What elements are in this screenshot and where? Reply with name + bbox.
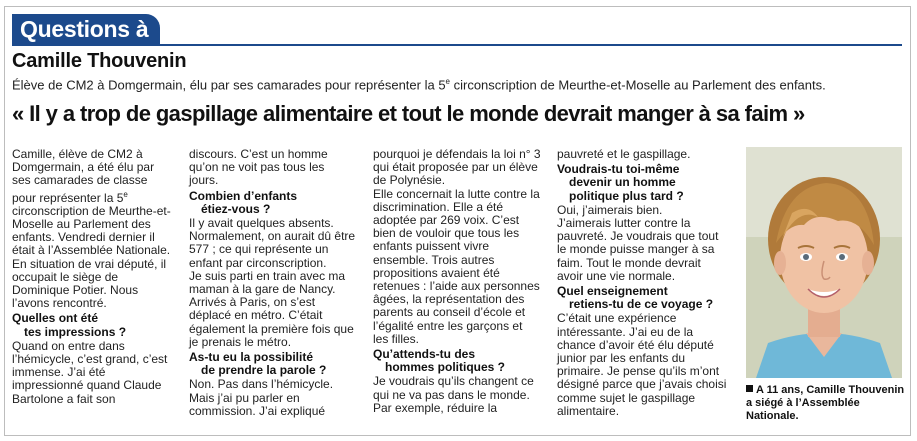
answer-paragraph: J’aimerais lutter contre la pauvreté. Je voudrais que tout le monde puisse manger à sa faim. Tout le monde devrait avoir une vie normale.	[557, 216, 719, 283]
question-heading: Combien d’enfants étiez-vous ?	[189, 188, 298, 216]
photo-caption: A 11 ans, Camille Thouvenin a siégé à l’Assemblée Nationale.	[746, 384, 905, 422]
interviewee-name: Camille Thouvenin	[12, 50, 187, 72]
answer-paragraph: Il y avait quelques absents. Normalement, on aurait dû être 577 ; ce qui représente un enfant par circonscription.	[189, 216, 356, 270]
body-paragraph: En situation de vrai député, il occupait le siège de Dominique Potier. Nous l’avons rencontré.	[12, 256, 167, 311]
question-heading: As-tu eu la possibilité de prendre la parole ?	[189, 350, 327, 378]
answer-paragraph: discours. C’est un homme qu’on ne voit pas tous les jours.	[189, 147, 328, 188]
section-badge: Questions à	[12, 14, 160, 44]
section-rule	[12, 44, 902, 46]
answer-paragraph: Quand on entre dans l’hémicycle, c’est grand, c’est immense. J’ai été impressionné quand Claude Bartolone a fait son	[12, 338, 168, 406]
question-heading: Voudrais-tu toi-même devenir un homme politique plus tard ?	[557, 162, 684, 203]
child-portrait-illustration	[746, 147, 902, 378]
answer-paragraph: pauvreté et le gaspillage.	[557, 147, 691, 161]
caption-bullet	[746, 385, 753, 392]
text-column-1	[12, 148, 172, 406]
text-column-3	[373, 148, 541, 415]
question-heading: Qu’attends-tu des hommes politiques ?	[373, 347, 506, 375]
headline-quote: « Il y a trop de gaspillage alimentaire et tout le monde devrait manger à sa faim »	[12, 101, 805, 126]
intro-line: Élève de CM2 à Domgermain, élu par ses camarades pour représenter la 5e circonscription de Meurthe-et-Moselle au Parlement des enfants.	[12, 77, 826, 93]
text-column-2	[189, 148, 357, 418]
intro-paragraph: Camille, élève de CM2 à Domgermain, a été élu par ses camarades de classe pour représenter la 5e circonscription de Meurthe-et-Moselle au Parlement des enfants. Vendredi dernier il était à l’Assemblée Nationale.	[12, 147, 171, 258]
answer-paragraph: Je voudrais qu’ils changent ce qui ne va pas dans le monde. Par exemple, réduire la	[373, 374, 534, 415]
answer-paragraph: Je suis parti en train avec ma maman à la gare de Nancy. Arrivés à Paris, on s’est déplacé en métro. C’était également la première fois que je prenais le métro.	[189, 268, 354, 349]
text-column-4	[557, 148, 729, 418]
answer-paragraph: C’était une expérience intéressante. J’ai eu de la chance d’avoir été élu député junior par les enfants du primaire. Je pense qu’ils m’ont désigné parce que j’avais choisi comme sujet le gaspillage alimentaire.	[557, 311, 727, 418]
portrait-photo	[746, 147, 902, 378]
answer-paragraph: Non. Pas dans l’hémicycle. Mais j’ai pu parler en commission. J’ai expliqué	[189, 377, 334, 418]
answer-paragraph: Elle concernait la lutte contre la discrimination. Elle a été adoptée par 269 voix. C’est bien de vouloir que tous les enfants puissent vivre ensemble. Trois autres propositions avaient été retenues : l’aide aux personnes âgées, la représentation des parents au conseil d’école et l’égalité entre les garçons et les filles.	[373, 186, 540, 346]
answer-paragraph: pourquoi je défendais la loi n° 3 qui était proposée par un élève de Polynésie.	[373, 147, 541, 188]
question-heading: Quel enseignement retiens-tu de ce voyage ?	[557, 284, 714, 312]
question-heading: Quelles ont été tes impressions ?	[12, 311, 127, 339]
answer-paragraph: Oui, j’aimerais bien.	[557, 202, 663, 217]
